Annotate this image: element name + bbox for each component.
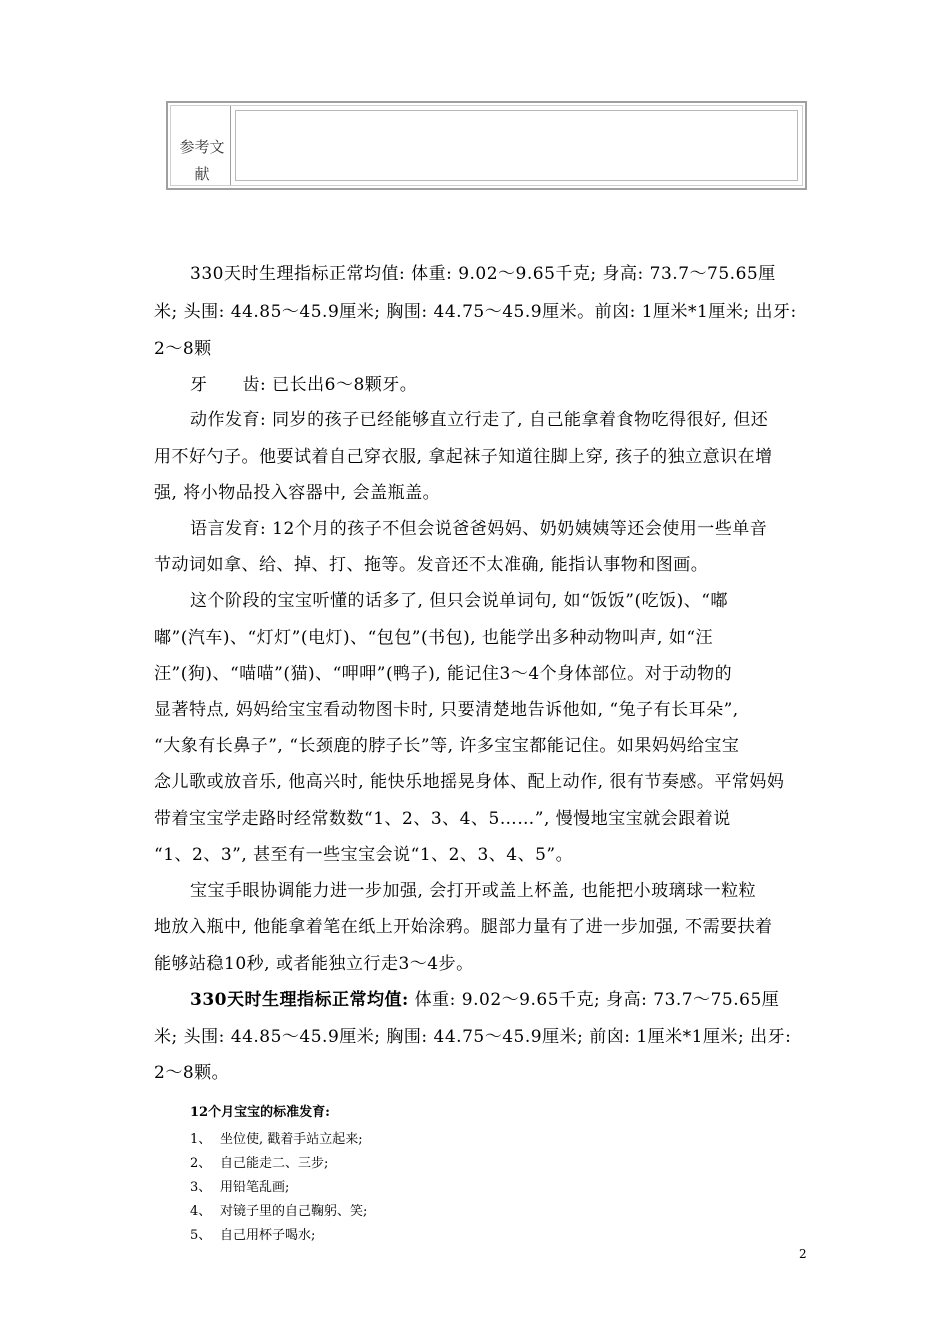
paragraph-language-line2: 节动词如拿、给、掉、打、拖等。发音还不太准确, 能指认事物和图画。 [154, 555, 709, 575]
paragraph-motor-line3: 强, 将小物品投入容器中, 会盖瓶盖。 [154, 483, 441, 503]
list-item [190, 1176, 289, 1195]
page-number: 2 [799, 1247, 807, 1261]
paragraph-speech-line6: 念儿歌或放音乐, 他高兴时, 能快乐地摇晃身体、配上动作, 很有节奏感。平常妈妈 [154, 772, 785, 792]
paragraph-metrics2-line2: 米; 头围: 44.85～45.9厘米; 胸围: 44.75～45.9厘米; 前囟: 1厘米*1厘米; 出牙: [154, 1027, 792, 1047]
paragraph-metrics-line3: 2～8颗 [154, 339, 212, 359]
reference-content-cell [235, 110, 798, 181]
reference-label-cell [171, 106, 231, 185]
paragraph-metrics-line1: 330天时生理指标正常均值: 体重: 9.02～9.65千克; 身高: 73.7～75.65厘 [190, 264, 776, 284]
paragraph-language-line1: 语言发育: 12个月的孩子不但会说爸爸妈妈、奶奶姨姨等还会使用一些单音 [190, 519, 768, 539]
paragraph-metrics2-line1-text: 体重: 9.02～9.65千克; 身高: 73.7～75.65厘 [408, 990, 780, 1010]
list-item-number: 1、 [190, 1132, 212, 1147]
list-item [190, 1224, 315, 1243]
paragraph-speech-line4: 显著特点, 妈妈给宝宝看动物图卡时, 只要清楚地告诉他如, “兔子有长耳朵”, [154, 700, 739, 720]
paragraph-metrics2-heading: 330天时生理指标正常均值: [190, 990, 409, 1010]
paragraph-speech-line8: “1、2、3”, 甚至有一些宝宝会说“1、2、3、4、5”。 [154, 845, 574, 865]
reference-label-line1: 参考文 [179, 138, 225, 156]
paragraph-speech-line2: 嘟”(汽车)、“灯灯”(电灯)、“包包”(书包), 也能学出多种动物叫声, 如“汪 [154, 628, 714, 648]
reference-label-line2: 献 [194, 165, 210, 183]
list-item-text: 自己能走二、三步; [220, 1156, 329, 1171]
reference-table [166, 101, 807, 190]
list-item-number: 4、 [190, 1204, 212, 1219]
list-item-text: 自己用杯子喝水; [220, 1228, 316, 1243]
paragraph-teeth: 牙 齿: 已长出6～8颗牙。 [190, 375, 418, 395]
paragraph-metrics2-line1 [190, 985, 779, 1010]
paragraph-coordination-line3: 能够站稳10秒, 或者能独立行走3～4步。 [154, 954, 474, 974]
list-item-number: 2、 [190, 1156, 212, 1171]
paragraph-speech-line3: 汪”(狗)、“喵喵”(猫)、“呷呷”(鸭子), 能记住3～4个身体部位。对于动物的 [154, 664, 733, 684]
list-item-number: 3、 [190, 1180, 212, 1195]
paragraph-speech-line1: 这个阶段的宝宝听懂的话多了, 但只会说单词句, 如“饭饭”(吃饭)、“嘟 [190, 591, 728, 611]
paragraph-speech-line5: “大象有长鼻子”, “长颈鹿的脖子长”等, 许多宝宝都能记住。如果妈妈给宝宝 [154, 736, 740, 756]
list-item-text: 对镜子里的自己鞠躬、笑; [220, 1204, 368, 1219]
paragraph-speech-line7: 带着宝宝学走路时经常数数“1、2、3、4、5……”, 慢慢地宝宝就会跟着说 [154, 809, 731, 829]
list-item-text: 用铅笔乱画; [220, 1180, 290, 1195]
reference-table-inner [170, 105, 803, 186]
paragraph-coordination-line2: 地放入瓶中, 他能拿着笔在纸上开始涂鸦。腿部力量有了进一步加强, 不需要扶着 [154, 917, 773, 937]
paragraph-motor-line2: 用不好勺子。他要试着自己穿衣服, 拿起袜子知道往脚上穿, 孩子的独立意识在增 [154, 447, 773, 467]
list-item-number: 5、 [190, 1228, 212, 1243]
paragraph-metrics-line2: 米; 头围: 44.85～45.9厘米; 胸围: 44.75～45.9厘米。前囟: 1厘米*1厘米; 出牙: [154, 302, 797, 322]
list-item [190, 1128, 363, 1147]
list-item-text: 坐位使, 戳着手站立起来; [220, 1132, 363, 1147]
paragraph-motor-line1: 动作发育: 同岁的孩子已经能够直立行走了, 自己能拿着食物吃得很好, 但还 [190, 410, 769, 430]
list-item [190, 1200, 367, 1219]
paragraph-metrics2-line3: 2～8颗。 [154, 1063, 230, 1083]
paragraph-coordination-line1: 宝宝手眼协调能力进一步加强, 会打开或盖上杯盖, 也能把小玻璃球一粒粒 [190, 881, 757, 901]
list-item [190, 1152, 328, 1171]
standard-list-title: 12个月宝宝的标准发育: [190, 1105, 330, 1120]
